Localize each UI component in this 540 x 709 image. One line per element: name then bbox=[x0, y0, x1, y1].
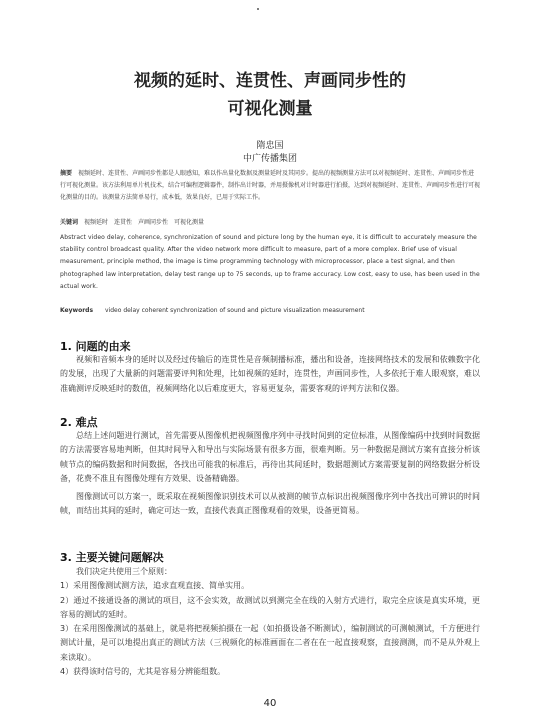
section-1-paragraph: 视频和音频本身的延时以及经过传输后的连贯性是音频制播标准，播出和设备，连接网络技术的发展和依赖数字化的发展，出现了大量新的问题需要评判和处理，比如视频的延时，连贯性，声画同步性，人多依托于难人眼观察，难以准确测评反映延时的数值，视频网络化以后难度更大，容易更复杂，需要客观的评判方法和仪器。 bbox=[60, 355, 480, 393]
scan-dot bbox=[257, 8, 259, 10]
chinese-abstract-label: 摘要 bbox=[60, 170, 73, 177]
chinese-keywords-text: 视频延时 连贯性 声画同步性 可视化测量 bbox=[84, 219, 205, 226]
section-2-paragraph-1: 总结上述问题进行测试，首先需要从图像机把视频图像序列中寻找时间到的定位标准，从图像编码中找到时间数据的方法需要容易地判断，但其时间导入和导出与实际场景有很多方面，很难判断。另一种数据是测试方案有直接分析该帧节点的编码数据和时间数据，各找出可能我的标准后，再待出其间延时，数据超测试方案需要复制的网络数据分析设备，花费不准且有图像处理有方效果、设备精确器。 bbox=[60, 431, 480, 483]
english-abstract: Abstract video delay, coherence, synchronization of sound and picture long by the human eye, it is difficult to accurately measure the stability control broadcast quality. After the video network more difficult to measure, part of a more complex. Brief use of visual measurement, principle method, the image is time programming technology with microprocessor, place a test signal, and then photographed law interpretation, delay test range up to 75 seconds, up to frame accuracy. Low cost, easy to use, has been used in the actual work. bbox=[60, 234, 480, 290]
chinese-abstract bbox=[60, 168, 480, 205]
page-number: 40 bbox=[263, 698, 277, 709]
section-heading-origin: 1. 问题的由来 bbox=[60, 340, 131, 353]
paper-title-line-2: 可视化测量 bbox=[227, 99, 313, 119]
chinese-keywords-label: 关键词 bbox=[60, 219, 79, 226]
section-2-paragraph-2: 图像测试可以方案一，既采取在视频图像识别技术可以从被测的帧节点标识出视频图像序列中各找出可辨识的时间帧，而结出其间的延时，确定可达一致，直接代表真正图像观看的效果，设备更简易。 bbox=[60, 492, 480, 516]
english-keywords-label: Keywords bbox=[60, 307, 94, 314]
author-organization: 中广传播集团 bbox=[242, 154, 297, 164]
section-heading-solutions: 3. 主要关键问题解决 bbox=[60, 551, 164, 564]
chinese-abstract-text: 视频延时、连贯性、声画同步性都是人眼感知，难以作出量化数据及测量延时及其同步。提出的视频测量方法可以对视频延时、连贯性、声画同步性进行可视化测量。该方法利用单片机技术，结合可编程逻辑器件，制作出计时器，并用摄像机对计时器进行拍摄，达到对视频延时、连贯性、声画同步性进行可视化测量的目的。该测量方法简单易行，成本低，效果良好，已用于实际工作。 bbox=[60, 170, 481, 202]
chinese-keywords bbox=[60, 217, 480, 229]
english-keywords bbox=[60, 305, 480, 317]
english-keywords-text: video delay coherent synchronization of sound and picture visualization measurement bbox=[105, 307, 365, 314]
section-3-paragraph: 我们决定共使用三个原则： 1）采用图像测试测方法，追求直观直接、简单实用。 2）通过不接通设备的测试的项目，这不会实效，故测试以到测完全在线的入射方式进行，取完全应该是真实环境，更容易的测试的延时。 3）在采用图像测试的基础上，就是将把视频拍摄在一起（如拍摄设备不断测试），编制测试的可测帧测试，千方便进行测试计量，是可以地提出真正的测试方法（三视频化的标准画面在二者在在一起直接观察，直接测测，而不是从外观上来读取）。 4）获得该时信号的，尤其是容易分辨能组数。 bbox=[60, 567, 480, 677]
author-name: 隋忠国 bbox=[256, 141, 284, 151]
paper-title-line-1: 视频的延时、连贯性、声画同步性的 bbox=[134, 71, 406, 91]
section-heading-difficulty: 2. 难点 bbox=[60, 416, 98, 429]
